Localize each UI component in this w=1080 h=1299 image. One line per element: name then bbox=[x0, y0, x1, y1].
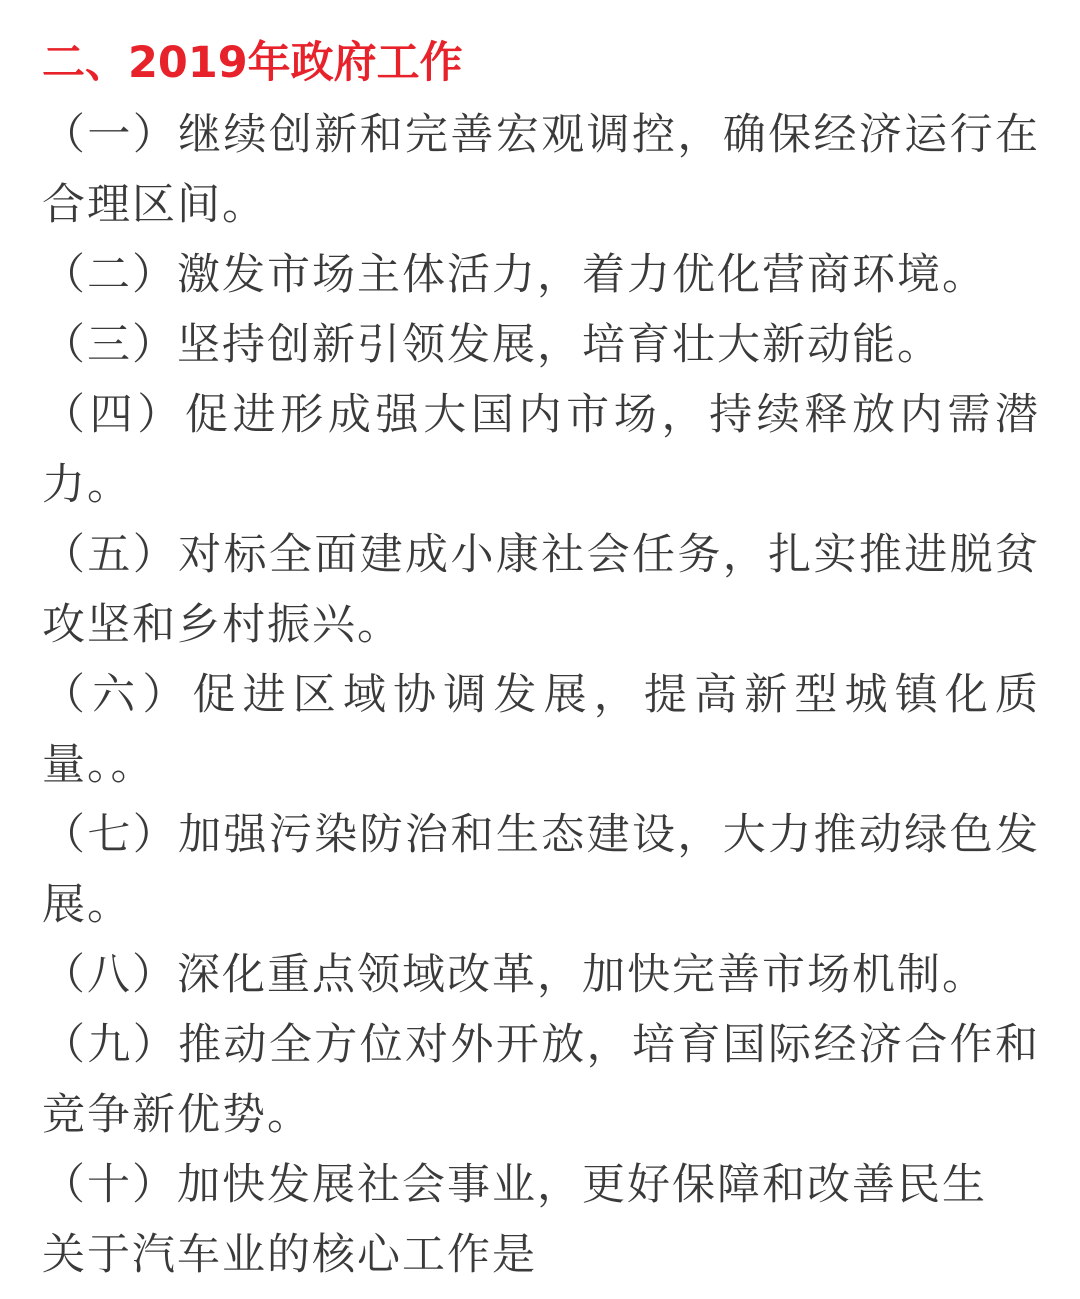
list-item bbox=[42, 100, 1040, 240]
list-item bbox=[42, 940, 1040, 1010]
item-text: 坚持创新引领发展，培育壮大新动能。 bbox=[177, 320, 942, 370]
list-item bbox=[42, 310, 1040, 380]
list-item bbox=[42, 240, 1040, 310]
item-number: （七） bbox=[42, 810, 179, 860]
item-text: 对标全面建成小康社会任务，扎实推进脱贫攻坚和乡村振兴。 bbox=[42, 530, 1041, 650]
item-text: 促进形成强大国内市场，持续释放内需潜力。 bbox=[42, 390, 1041, 510]
list-item bbox=[42, 520, 1040, 660]
item-text: 加快发展社会事业，更好保障和改善民生 bbox=[177, 1160, 987, 1210]
list-item bbox=[42, 1150, 1040, 1220]
item-number: （五） bbox=[42, 530, 179, 580]
item-text: 促进区域协调发展，提高新型城镇化质量。。 bbox=[42, 670, 1041, 790]
item-number: （一） bbox=[42, 110, 179, 160]
item-text: 深化重点领域改革，加快完善市场机制。 bbox=[177, 950, 987, 1000]
list-item bbox=[42, 660, 1040, 800]
list-item bbox=[42, 800, 1040, 940]
list-item bbox=[42, 380, 1040, 520]
item-text: 激发市场主体活力，着力优化营商环境。 bbox=[177, 250, 987, 300]
list-item bbox=[42, 1010, 1040, 1150]
item-text: 推动全方位对外开放，培育国际经济合作和竞争新优势。 bbox=[42, 1020, 1041, 1140]
section-heading: 二、2019年政府工作 bbox=[42, 38, 463, 88]
item-number: （九） bbox=[42, 1020, 179, 1070]
item-number: （六） bbox=[42, 670, 193, 720]
item-text: 加强污染防治和生态建设，大力推动绿色发展。 bbox=[42, 810, 1041, 930]
item-text: 继续创新和完善宏观调控，确保经济运行在合理区间。 bbox=[42, 110, 1041, 230]
item-number: （二） bbox=[42, 250, 177, 300]
item-number: （十） bbox=[42, 1160, 177, 1210]
item-number: （三） bbox=[42, 320, 177, 370]
item-number: （八） bbox=[42, 950, 177, 1000]
item-number: （四） bbox=[42, 390, 185, 440]
closing-line: 关于汽车业的核心工作是 bbox=[42, 1230, 537, 1280]
